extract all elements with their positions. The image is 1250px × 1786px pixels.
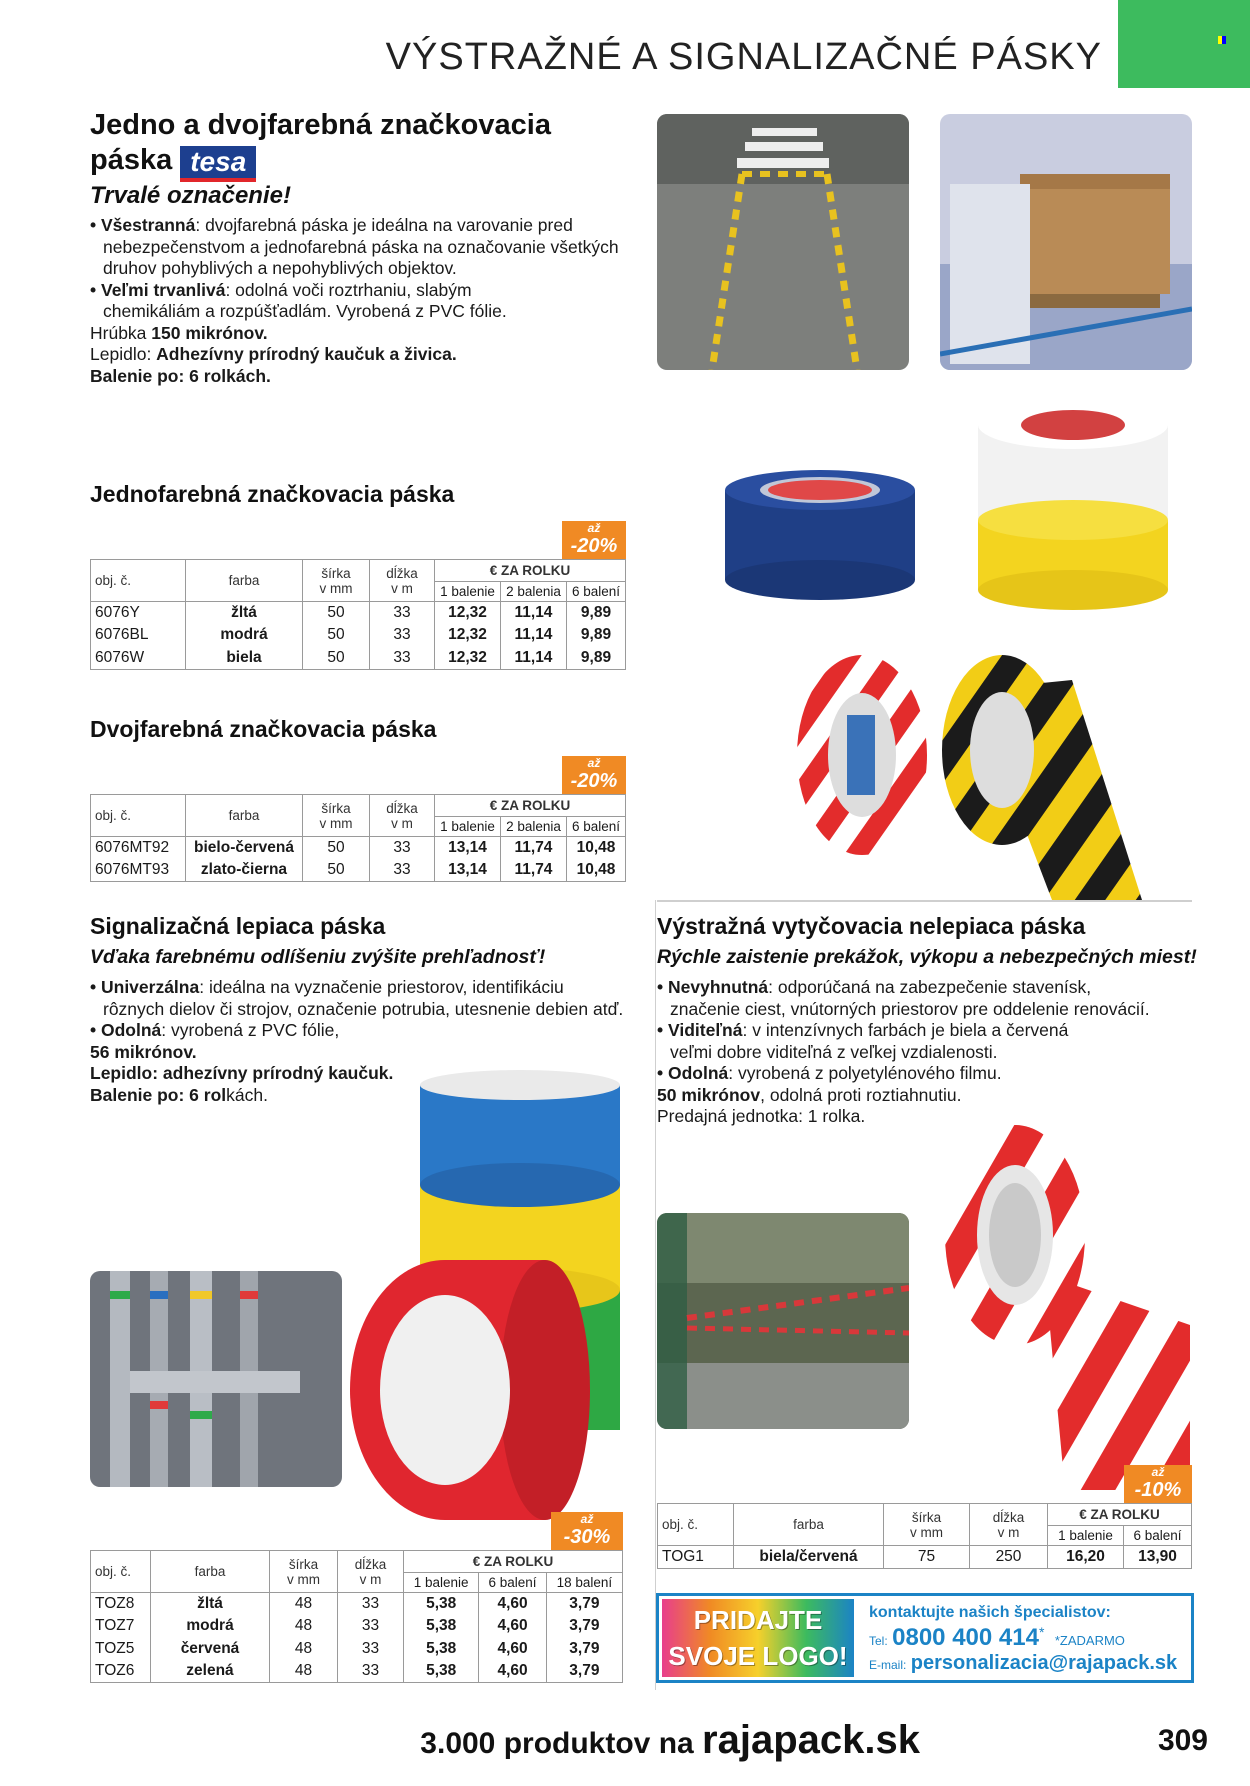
barrier-section [657,913,1197,1128]
barrier-tagline: Rýchle zaistenie prekážok, výkopu a nebezpečných miest! [657,946,1197,968]
tesa-title-line2: páska [90,144,173,176]
single-color-table-title: Jednofarebná značkovacia páska [90,481,455,507]
tesa-section [90,108,650,387]
double-color-table-title: Dvojfarebná značkovacia páska [90,716,437,742]
table-row: 6076W biela 50 33 12,32 11,14 9,89 [91,647,626,670]
signal-table: obj. č. farba šírka v mm dĺžka v m € ZA ROLKU 1 balenie 6 balení 18 balení TOZ8 žltá 48 33 5,38 4,60 3,79 TOZ7 modrá 48 33 5,38 4,60 3,79 TOZ5 červená 48 33 5,38 4,60 3,79 TOZ6 zelená 48 33 5,38 4,60 3,79 [90,1550,623,1683]
table-row: 6076Y žltá 50 33 12,32 11,14 9,89 [91,602,626,625]
divider [655,900,656,1690]
table-row: TOG1 biela/červená 75 250 16,20 13,90 [658,1546,1192,1569]
blue-tape-image [725,470,915,600]
logo-banner[interactable]: PRIDAJTE SVOJE LOGO! kontaktujte našich špecialistov: Tel: 0800 400 414* *ZADARMO E-mail: personalizacia@rajapack.sk [656,1593,1194,1683]
colored-tapes-image [340,1070,630,1530]
single-color-table: obj. č. farba šírka v mm dĺžka v m € ZA ROLKU 1 balenie 2 balenia 6 balení 6076Y žltá 50 33 12,32 11,14 9,89 6076BL modrá 50 33 12,32 11,14 9,89 6076W biela 50 33 12,32 11,14 9,89 [90,559,626,670]
tesa-description: • Všestranná: dvojfarebná páska je ideálna na varovanie pred nebezpečenstvom a jednofarebná páska na označovanie všetkých druhov pohyblivých a nepohyblivých objektov. • Veľmi trvanlivá: odolná voči roztrhaniu, slabým chemikáliám a rozpúšťadlám. Vyrobená z PVC fólie. Hrúbka 150 mikrónov. Lepidlo: Adhezívny prírodný kaučuk a živica. Balenie po: 6 rolkách. [90,215,619,386]
warehouse-photo [940,114,1192,370]
double-color-table: obj. č. farba šírka v mm dĺžka v m € ZA ROLKU 1 balenie 2 balenia 6 balení 6076MT92 bielo-červená 50 33 13,14 11,74 10,48 6076MT93 zlato-čierna 50 33 13,14 11,74 10,48 [90,794,626,882]
two-color-tape-image [792,650,1172,900]
table-row: TOZ7 modrá 48 33 5,38 4,60 3,79 [91,1615,623,1638]
table-row: 6076MT93 zlato-čierna 50 33 13,14 11,74 10,48 [91,859,626,882]
add-logo-graphic: PRIDAJTE SVOJE LOGO! [662,1599,854,1677]
discount-badge: až -10% [1124,1465,1192,1503]
signal-tagline: Vďaka farebnému odlíšeniu zvýšite prehľadnosť! [90,946,546,968]
floor-marking-photo [657,114,909,370]
phone-number[interactable]: 0800 400 414 [892,1624,1039,1651]
tesa-tagline: Trvalé označenie! [90,182,291,209]
discount-badge: až -20% [562,756,626,794]
corner-tab [1118,0,1250,88]
barrier-table: obj. č. farba šírka v mm dĺžka v m € ZA ROLKU 1 balenie 6 balení TOG1 biela/červená 75 250 16,20 13,90 [657,1503,1192,1569]
tesa-logo: tesa [180,146,256,182]
discount-badge: až -30% [551,1512,623,1550]
barrier-title: Výstražná vytyčovacia nelepiaca páska [657,913,1086,939]
barrier-description: • Nevyhnutná: odporúčaná na zabezpečenie stavenísk, značenie ciest, vnútorných priestorov pre oddelenie renovácií. • Viditeľná: v intenzívnych farbách je biela a červená veľmi dobre viditeľná z veľkej vzdialenosti. • Odolná: vyrobená z polyetylénového filmu. 50 mikrónov, odolná proti roztiahnutiu. Predajná jednotka: 1 rolka. [657,977,1150,1126]
signal-description: • Univerzálna: ideálna na vyznačenie priestorov, identifikáciu rôznych dielov či strojov, označenie potrubia, utesnenie debien atď. • Odolná: vyrobená z PVC fólie, 56 mikrónov. Lepidlo: adhezívny prírodný kaučuk. Balenie po: 6 rolkách. [90,977,624,1105]
table-row: TOZ5 červená 48 33 5,38 4,60 3,79 [91,1638,623,1661]
table-row: TOZ6 zelená 48 33 5,38 4,60 3,79 [91,1660,623,1683]
white-yellow-tape-image [978,400,1168,610]
contact-label: kontaktujte našich špecialistov: [869,1604,1111,1621]
discount-badge: až -20% [562,521,626,559]
barrier-tape-image [945,1125,1190,1490]
email-link[interactable]: personalizacia@rajapack.sk [910,1652,1178,1674]
table-row: 6076BL modrá 50 33 12,32 11,14 9,89 [91,624,626,647]
footer-tagline: 3.000 produktov na rajapack.sk [420,1718,920,1762]
page-title: VÝSTRAŽNÉ A SIGNALIZAČNÉ PÁSKY [385,36,1102,78]
color-dots-icon [1218,36,1226,44]
divider [657,900,1192,902]
signal-title: Signalizačná lepiaca páska [90,913,386,939]
tesa-title-line1: Jedno a dvojfarebná značkovacia [90,109,551,141]
barrier-fence-photo [657,1213,909,1429]
page-number: 309 [1157,1724,1208,1757]
table-row: 6076MT92 bielo-červená 50 33 13,14 11,74 10,48 [91,837,626,860]
table-row: TOZ8 žltá 48 33 5,38 4,60 3,79 [91,1593,623,1616]
pipes-photo [90,1271,342,1487]
site-link[interactable]: rajapack.sk [702,1718,920,1762]
